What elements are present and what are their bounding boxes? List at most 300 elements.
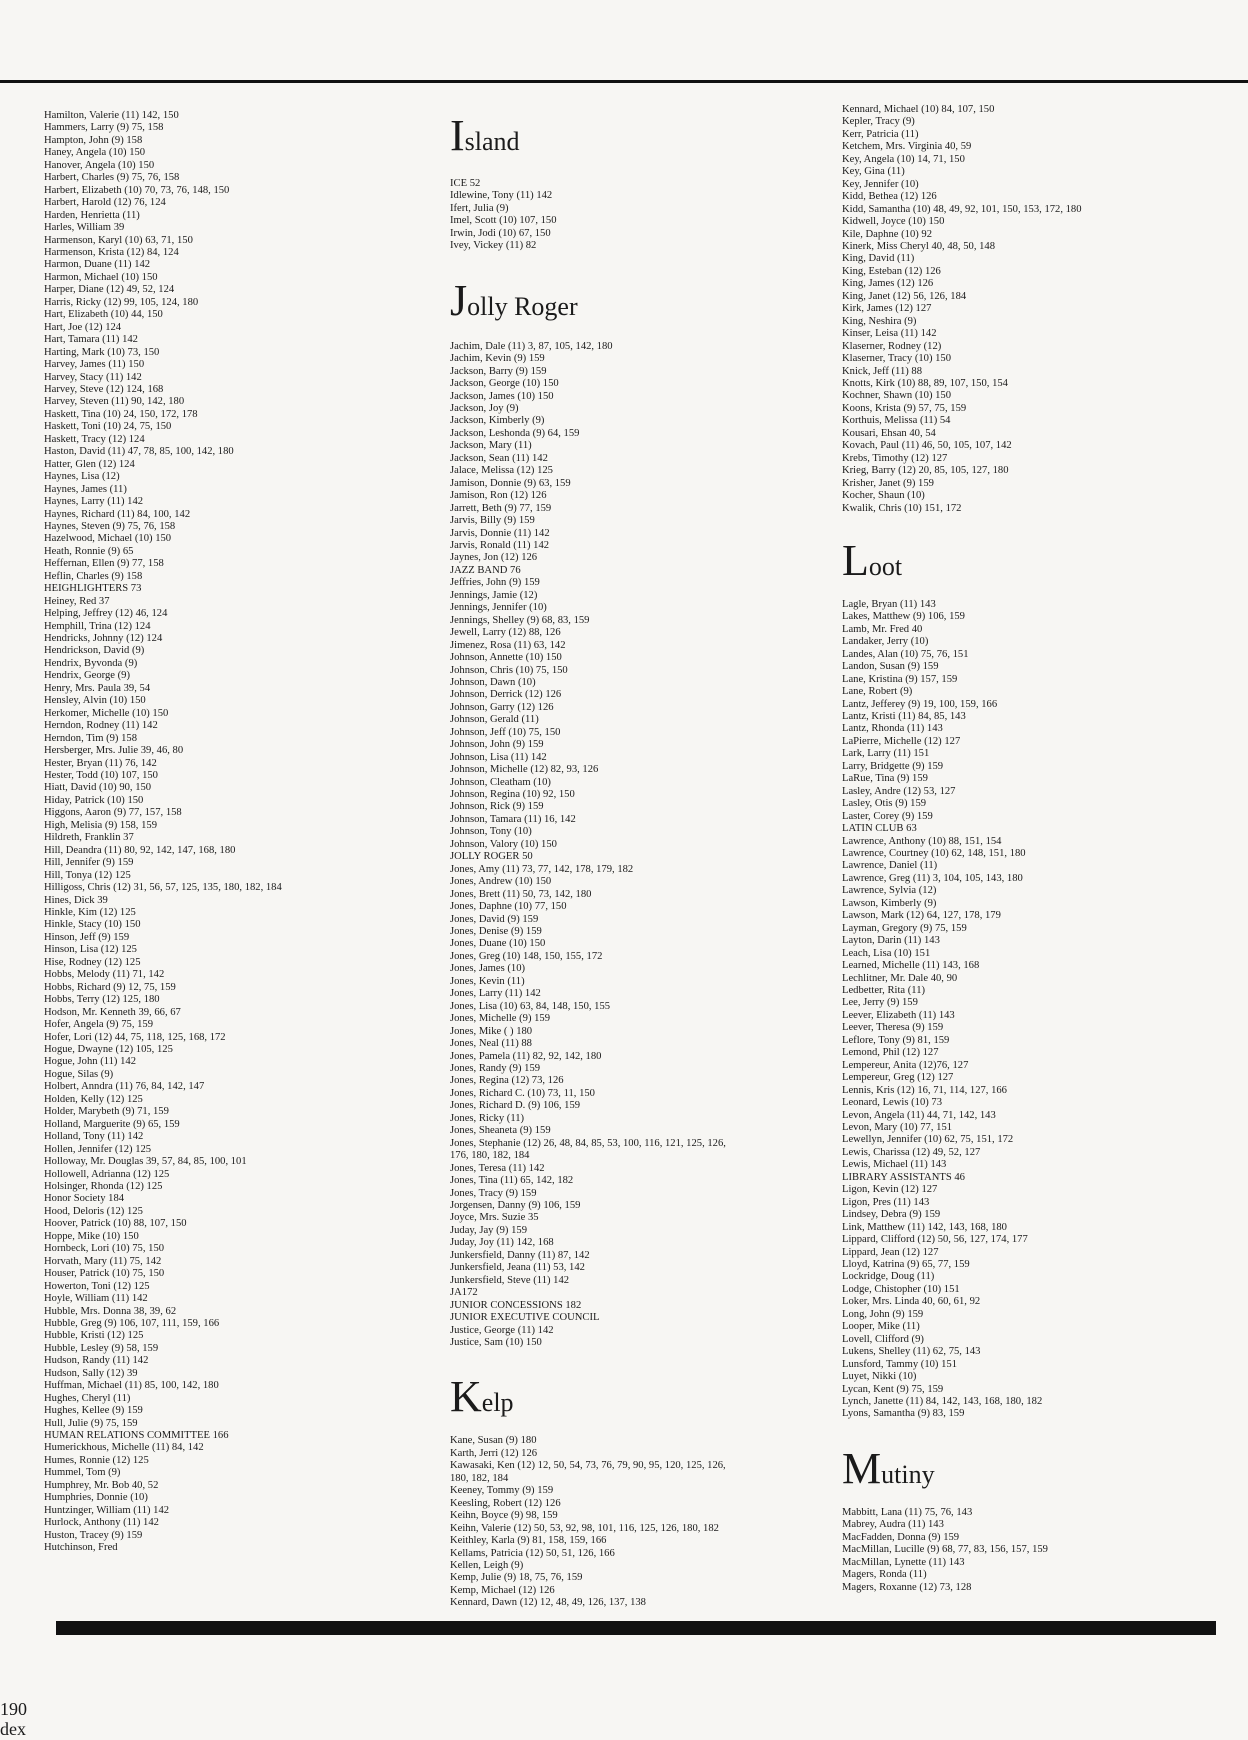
top-rule <box>0 80 1248 83</box>
index-entry: Kidd, Samantha (10) 48, 49, 92, 101, 150, 153, 172, 180 <box>842 203 1082 215</box>
section-title: elp <box>481 1388 514 1418</box>
index-entry: Hill, Tonya (12) 125 <box>44 869 131 881</box>
index-entry: Magers, Ronda (11) <box>842 1569 927 1581</box>
index-entry: Hampton, John (9) 158 <box>44 134 143 146</box>
index-entry: Hubble, Lesley (9) 58, 159 <box>44 1342 159 1354</box>
index-entry: Johnson, John (9) 159 <box>450 739 544 751</box>
index-entry: Hester, Todd (10) 107, 150 <box>44 770 158 782</box>
index-entry: Kwalik, Chris (10) 151, 172 <box>842 502 962 514</box>
index-entry: Lewis, Michael (11) 143 <box>842 1159 947 1171</box>
index-entry: Lawrence, Courtney (10) 62, 148, 151, 180 <box>842 848 1026 860</box>
index-column-2 <box>450 104 830 1610</box>
index-entry: Jones, Randy (9) 159 <box>450 1063 541 1074</box>
index-entry: Knick, Jeff (11) 88 <box>842 365 923 377</box>
index-entry: Hollen, Jennifer (12) 125 <box>44 1143 152 1155</box>
index-entry: Hoppe, Mike (10) 150 <box>44 1230 139 1242</box>
index-entry: King, David (11) <box>842 253 915 265</box>
index-entry: Jones, Duane (10) 150 <box>450 938 546 950</box>
index-entry: Idlewine, Tony (11) 142 <box>450 190 553 202</box>
index-entry: Juday, Joy (11) 142, 168 <box>450 1237 554 1249</box>
index-entry: Jones, Andrew (10) 150 <box>450 876 552 888</box>
index-entry: JAZZ BAND 76 <box>450 564 521 576</box>
index-entry: Hamilton, Valerie (11) 142, 150 <box>44 110 179 121</box>
index-entry: Heath, Ronnie (9) 65 <box>44 545 134 557</box>
index-entry: Junkersfield, Jeana (11) 53, 142 <box>450 1262 585 1274</box>
index-entry: Harden, Henrietta (11) <box>44 209 140 221</box>
index-entry: Kellams, Patricia (12) 50, 51, 126, 166 <box>450 1547 615 1559</box>
index-entry: Kidwell, Joyce (10) 150 <box>842 216 945 228</box>
index-entry: Jones, Pamela (11) 82, 92, 142, 180 <box>450 1050 602 1062</box>
index-entry: Hollowell, Adrianna (12) 125 <box>44 1168 170 1180</box>
index-entry: Jones, Ricky (11) <box>450 1112 525 1124</box>
index-entry: Howerton, Toni (12) 125 <box>44 1280 150 1292</box>
index-entry: Harvey, Steve (12) 124, 168 <box>44 383 164 395</box>
index-entry: Kane, Susan (9) 180 <box>450 1435 537 1447</box>
index-entry: Keithley, Karla (9) 81, 158, 159, 166 <box>450 1535 607 1547</box>
index-entry: Jackson, Leshonda (9) 64, 159 <box>450 427 580 439</box>
index-entry: Looper, Mike (11) <box>842 1321 920 1333</box>
index-entry: Johnson, Chris (10) 75, 150 <box>450 664 568 676</box>
index-entry: Jones, Regina (12) 73, 126 <box>450 1075 564 1087</box>
index-entry: Landaker, Jerry (10) <box>842 636 929 648</box>
index-entry: Herkomer, Michelle (10) 150 <box>44 707 169 719</box>
index-entry: Keeney, Tommy (9) 159 <box>450 1485 554 1497</box>
index-entry: Hendrickson, David (9) <box>44 645 145 657</box>
index-entry: Jalace, Melissa (12) 125 <box>450 465 553 477</box>
index-entry: Learned, Michelle (11) 143, 168 <box>842 960 980 972</box>
section-header-mutiny <box>842 1443 1172 1497</box>
index-entry: Lewis, Charissa (12) 49, 52, 127 <box>842 1146 981 1158</box>
index-entry: Hummel, Tom (9) <box>44 1467 121 1479</box>
index-entry: Jackson, George (10) 150 <box>450 378 559 390</box>
index-entry: Lippard, Jean (12) 127 <box>842 1246 939 1258</box>
index-entry: Hendrix, George (9) <box>44 670 130 682</box>
index-column-1 <box>44 110 374 1555</box>
index-entry: Ivey, Vickey (11) 82 <box>450 240 537 252</box>
index-entry: Klaserner, Rodney (12) <box>842 340 942 352</box>
index-entry: Heffernan, Ellen (9) 77, 158 <box>44 558 164 570</box>
index-entry: Hammers, Larry (9) 75, 158 <box>44 122 164 134</box>
index-entry: Hinson, Jeff (9) 159 <box>44 931 130 943</box>
index-entry: Harbert, Charles (9) 75, 76, 158 <box>44 172 180 184</box>
index-entry: Hart, Tamara (11) 142 <box>44 334 138 346</box>
index-entry: Kepler, Tracy (9) <box>842 116 915 128</box>
index-entry: Jarvis, Ronald (11) 142 <box>450 539 550 551</box>
index-entry: Hart, Elizabeth (10) 44, 150 <box>44 309 163 321</box>
index-entry: Holden, Kelly (12) 125 <box>44 1093 143 1105</box>
index-entry: Johnson, Dawn (10) <box>450 676 536 688</box>
index-entry: Layton, Darin (11) 143 <box>842 935 940 947</box>
index-entry: Hester, Bryan (11) 76, 142 <box>44 757 157 769</box>
index-entry: Harmon, Michael (10) 150 <box>44 271 158 283</box>
index-entry: Lagle, Bryan (11) 143 <box>842 598 936 610</box>
index-entry: MacMillan, Lucille (9) 68, 77, 83, 156, 157, 159 <box>842 1544 1048 1556</box>
index-entry: Lawson, Kimberly (9) <box>842 897 937 909</box>
index-entry: Krebs, Timothy (12) 127 <box>842 452 948 464</box>
index-entry: Key, Jennifer (10) <box>842 178 919 190</box>
section-title: olly Roger <box>467 291 578 321</box>
section-initial: K <box>450 1372 482 1422</box>
section-label: dex <box>0 1719 26 1739</box>
index-entry: Johnson, Lisa (11) 142 <box>450 751 547 763</box>
index-entry: Johnson, Valory (10) 150 <box>450 838 557 850</box>
index-entry: Lennis, Kris (12) 16, 71, 114, 127, 166 <box>842 1084 1007 1096</box>
index-entry: Leever, Elizabeth (11) 143 <box>842 1009 955 1021</box>
index-entry: JUNIOR EXECUTIVE COUNCIL <box>450 1312 600 1324</box>
index-entry: Johnson, Gerald (11) <box>450 714 539 726</box>
index-entry: Kinerk, Miss Cheryl 40, 48, 50, 148 <box>842 240 996 252</box>
index-entry: Haskett, Tina (10) 24, 150, 172, 178 <box>44 408 198 420</box>
index-entry: Hines, Dick 39 <box>44 894 108 906</box>
index-entry: Hazelwood, Michael (10) 150 <box>44 533 172 545</box>
index-entry: Link, Matthew (11) 142, 143, 168, 180 <box>842 1221 1007 1233</box>
index-entry: Hudson, Sally (12) 39 <box>44 1367 138 1379</box>
index-entry: Kellen, Leigh (9) <box>450 1559 524 1571</box>
index-entry: LATIN CLUB 63 <box>842 823 917 835</box>
index-entry: Johnson, Tony (10) <box>450 826 532 838</box>
index-entry: Jackson, Mary (11) <box>450 440 532 452</box>
index-entry: Jones, Mike ( ) 180 <box>450 1025 533 1037</box>
page-footer <box>0 1699 27 1739</box>
index-entry: Jones, Richard C. (10) 73, 11, 150 <box>450 1087 595 1099</box>
index-entry: Leever, Theresa (9) 159 <box>842 1022 944 1034</box>
index-entry: Jones, Greg (10) 148, 150, 155, 172 <box>450 950 603 962</box>
index-entry: 180, 182, 184 <box>450 1472 509 1484</box>
index-entry: Justice, George (11) 142 <box>450 1324 554 1336</box>
index-entry: Hise, Rodney (12) 125 <box>44 956 141 968</box>
index-entry: Key, Angela (10) 14, 71, 150 <box>842 153 965 165</box>
index-entry: Haskett, Toni (10) 24, 75, 150 <box>44 421 172 433</box>
index-entry: Ifert, Julia (9) <box>450 202 509 214</box>
index-entry: JUNIOR CONCESSIONS 182 <box>450 1299 582 1311</box>
index-entry: Luyet, Nikki (10) <box>842 1371 917 1383</box>
index-entry: Harmon, Duane (11) 142 <box>44 259 151 271</box>
index-entry: Harvey, Stacy (11) 142 <box>44 371 142 383</box>
index-entry: Harper, Diane (12) 49, 52, 124 <box>44 284 175 296</box>
index-entry: Houser, Patrick (10) 75, 150 <box>44 1268 165 1280</box>
index-entry: Jones, James (10) <box>450 963 526 975</box>
section-initial: I <box>450 111 465 160</box>
index-entry: Lantz, Rhonda (11) 143 <box>842 723 943 735</box>
index-entry: Lasley, Andre (12) 53, 127 <box>842 785 956 797</box>
index-entry: Higgons, Aaron (9) 77, 157, 158 <box>44 807 182 819</box>
index-entry: Hofer, Lori (12) 44, 75, 118, 125, 168, 172 <box>44 1031 226 1043</box>
index-entry: Hoover, Patrick (10) 88, 107, 150 <box>44 1218 187 1230</box>
index-entry: Hodson, Mr. Kenneth 39, 66, 67 <box>44 1006 181 1018</box>
index-entry: Kidd, Bethea (12) 126 <box>842 191 937 203</box>
index-entry: Hurlock, Anthony (11) 142 <box>44 1517 159 1529</box>
index-entry: Ligon, Kevin (12) 127 <box>842 1184 938 1196</box>
index-entry: Hinkle, Stacy (10) 150 <box>44 919 141 931</box>
bottom-rule <box>56 1621 1216 1635</box>
index-entry: Joyce, Mrs. Suzie 35 <box>450 1212 539 1224</box>
index-entry: Harmenson, Karyl (10) 63, 71, 150 <box>44 234 193 246</box>
index-entry: Long, John (9) 159 <box>842 1308 924 1320</box>
index-entry: Haston, David (11) 47, 78, 85, 100, 142, 180 <box>44 446 234 458</box>
index-entry: Lukens, Shelley (11) 62, 75, 143 <box>842 1346 981 1358</box>
index-entry: Hiatt, David (10) 90, 150 <box>44 782 152 794</box>
index-entry: Jennings, Shelley (9) 68, 83, 159 <box>450 614 590 626</box>
index-entry: Mabrey, Audra (11) 143 <box>842 1519 944 1531</box>
index-entry: Hutchinson, Fred <box>44 1542 118 1554</box>
index-entry: Jamison, Donnie (9) 63, 159 <box>450 477 571 489</box>
section-loot-entries <box>842 599 1172 1421</box>
index-entry: Humphries, Donnie (10) <box>44 1492 148 1504</box>
index-entry: Lynch, Janette (11) 84, 142, 143, 168, 180, 182 <box>842 1395 1043 1407</box>
index-entry: Kousari, Ehsan 40, 54 <box>842 427 936 439</box>
index-entry: Haynes, Steven (9) 75, 76, 158 <box>44 520 176 532</box>
index-entry: Krieg, Barry (12) 20, 85, 105, 127, 180 <box>842 465 1009 477</box>
index-entry: Henry, Mrs. Paula 39, 54 <box>44 682 151 694</box>
index-entry: Horvath, Mary (11) 75, 142 <box>44 1255 162 1267</box>
index-entry: Jones, Stephanie (12) 26, 48, 84, 85, 53, 100, 116, 121, 125, 126, <box>450 1137 726 1149</box>
index-entry: Haynes, James (11) <box>44 483 127 495</box>
index-entry: Larry, Bridgette (9) 159 <box>842 760 944 772</box>
index-entry: Hughes, Cheryl (11) <box>44 1392 131 1404</box>
index-entry: Harmenson, Krista (12) 84, 124 <box>44 246 179 258</box>
index-entry: Humerickhous, Michelle (11) 84, 142 <box>44 1442 204 1454</box>
index-entry: Johnson, Cleatham (10) <box>450 776 551 788</box>
index-entry: Karth, Jerri (12) 126 <box>450 1447 538 1459</box>
index-entry: Hanover, Angela (10) 150 <box>44 159 155 171</box>
index-entry: Laster, Corey (9) 159 <box>842 810 933 822</box>
index-entry: Johnson, Garry (12) 126 <box>450 701 554 713</box>
index-entry: Holder, Marybeth (9) 71, 159 <box>44 1106 169 1118</box>
index-entry: Kocher, Shaun (10) <box>842 490 925 502</box>
index-entry: Holbert, Anndra (11) 76, 84, 142, 147 <box>44 1081 205 1093</box>
index-entry: Johnson, Rick (9) 159 <box>450 801 544 813</box>
index-entry: Hobbs, Melody (11) 71, 142 <box>44 969 165 981</box>
index-entry: Jewell, Larry (12) 88, 126 <box>450 627 561 639</box>
index-entry: High, Melisia (9) 158, 159 <box>44 819 157 831</box>
index-entry: Holland, Marguerite (9) 65, 159 <box>44 1118 180 1130</box>
section-header-kelp <box>450 1372 830 1425</box>
index-entry: Hubble, Greg (9) 106, 107, 111, 159, 166 <box>44 1317 220 1329</box>
index-entry: Hudson, Randy (11) 142 <box>44 1355 149 1367</box>
index-entry: Harbert, Harold (12) 76, 124 <box>44 197 166 209</box>
index-entry: Levon, Angela (11) 44, 71, 142, 143 <box>842 1109 996 1121</box>
index-entry: Irwin, Jodi (10) 67, 150 <box>450 227 551 239</box>
index-entry: Lawrence, Daniel (11) <box>842 860 938 872</box>
index-entry: Jones, Michelle (9) 159 <box>450 1013 551 1025</box>
index-entry: Johnson, Tamara (11) 16, 142 <box>450 813 576 825</box>
index-entry: Hill, Jennifer (9) 159 <box>44 857 134 869</box>
section-kelp-entries <box>450 1435 830 1609</box>
index-entry: Lempereur, Anita (12)76, 127 <box>842 1059 969 1071</box>
index-entry: Jeffries, John (9) 159 <box>450 577 540 589</box>
section-initial: J <box>450 275 468 325</box>
index-entry: Jorgensen, Danny (9) 106, 159 <box>450 1199 581 1211</box>
index-entry: Key, Gina (11) <box>842 166 905 178</box>
index-entry: Layman, Gregory (9) 75, 159 <box>842 922 967 934</box>
index-entry: Lawrence, Anthony (10) 88, 151, 154 <box>842 835 1002 847</box>
section-title: oot <box>868 551 903 581</box>
index-entry: JOLLY ROGER 50 <box>450 851 533 863</box>
index-entry: Jones, Tracy (9) 159 <box>450 1187 537 1199</box>
index-entry: Hatter, Glen (12) 124 <box>44 458 135 470</box>
index-entry: Krisher, Janet (9) 159 <box>842 477 934 489</box>
index-entry: Loker, Mrs. Linda 40, 60, 61, 92 <box>842 1296 981 1308</box>
index-entry: Levon, Mary (10) 77, 151 <box>842 1121 953 1133</box>
index-entry: Lantz, Kristi (11) 84, 85, 143 <box>842 711 966 723</box>
index-entry: Johnson, Regina (10) 92, 150 <box>450 789 575 801</box>
index-entry: Jones, Brett (11) 50, 73, 142, 180 <box>450 888 592 900</box>
index-entry: Jamison, Ron (12) 126 <box>450 490 547 502</box>
index-entry: Jackson, Kimberly (9) <box>450 415 545 427</box>
index-entry: Harris, Ricky (12) 99, 105, 124, 180 <box>44 296 199 308</box>
index-column-3 <box>842 104 1172 1594</box>
index-entry: Kennard, Michael (10) 84, 107, 150 <box>842 104 995 115</box>
index-entry: Humes, Ronnie (12) 125 <box>44 1454 149 1466</box>
index-entry: Kerr, Patricia (11) <box>842 128 919 140</box>
index-entry: Johnson, Annette (10) 150 <box>450 652 562 664</box>
section-title: utiny <box>881 1459 935 1489</box>
index-entry: Lewellyn, Jennifer (10) 62, 75, 151, 172 <box>842 1134 1014 1146</box>
index-entry: Haskett, Tracy (12) 124 <box>44 433 145 445</box>
index-entry: Helping, Jeffrey (12) 46, 124 <box>44 608 168 620</box>
index-entry: Johnson, Derrick (12) 126 <box>450 689 562 701</box>
index-entry: HEIGHLIGHTERS 73 <box>44 583 142 595</box>
index-entry: Landon, Susan (9) 159 <box>842 661 939 673</box>
index-entry: Jones, Tina (11) 65, 142, 182 <box>450 1175 574 1187</box>
index-entry: Heiney, Red 37 <box>44 595 110 607</box>
index-entry: Jones, Teresa (11) 142 <box>450 1162 545 1174</box>
index-entry: LaRue, Tina (9) 159 <box>842 773 928 785</box>
index-entry: Knotts, Kirk (10) 88, 89, 107, 150, 154 <box>842 377 1008 389</box>
index-entry: Jimenez, Rosa (11) 63, 142 <box>450 639 566 651</box>
index-entry: Hubble, Mrs. Donna 38, 39, 62 <box>44 1305 177 1317</box>
index-entry: Lemond, Phil (12) 127 <box>842 1047 939 1059</box>
index-entry: Hubble, Kristi (12) 125 <box>44 1330 144 1342</box>
index-entry: 176, 180, 182, 184 <box>450 1150 530 1162</box>
index-entry: Hiday, Patrick (10) 150 <box>44 794 144 806</box>
index-entry: Johnson, Jeff (10) 75, 150 <box>450 726 561 738</box>
index-entry: Haney, Angela (10) 150 <box>44 147 146 159</box>
index-entry: Heflin, Charles (9) 158 <box>44 570 143 582</box>
index-entry: Imel, Scott (10) 107, 150 <box>450 215 557 227</box>
index-entry: Lockridge, Doug (11) <box>842 1271 935 1283</box>
index-entry: Leonard, Lewis (10) 73 <box>842 1097 943 1109</box>
index-entry: Harvey, Steven (11) 90, 142, 180 <box>44 396 185 408</box>
index-entry: Hobbs, Terry (12) 125, 180 <box>44 994 160 1006</box>
index-entry: Keihn, Valerie (12) 50, 53, 92, 98, 101, 116, 125, 126, 180, 182 <box>450 1522 719 1534</box>
index-entry: LaPierre, Michelle (12) 127 <box>842 735 961 747</box>
index-entry: Hobbs, Richard (9) 12, 75, 159 <box>44 981 176 993</box>
index-entry: Klaserner, Tracy (10) 150 <box>842 353 952 365</box>
index-entry: Hogue, Silas (9) <box>44 1068 114 1080</box>
index-entry: Magers, Roxanne (12) 73, 128 <box>842 1581 972 1593</box>
index-entry: Lippard, Clifford (12) 50, 56, 127, 174, 177 <box>842 1234 1028 1246</box>
index-entry: Holsinger, Rhonda (12) 125 <box>44 1180 163 1192</box>
index-entry: Lawrence, Sylvia (12) <box>842 885 937 897</box>
index-entry: King, Esteban (12) 126 <box>842 265 941 277</box>
index-entry: Hensley, Alvin (10) 150 <box>44 695 146 707</box>
index-entry: Harbert, Elizabeth (10) 70, 73, 76, 148, 150 <box>44 184 230 196</box>
index-entry: Kovach, Paul (11) 46, 50, 105, 107, 142 <box>842 440 1012 452</box>
index-entry: Hughes, Kellee (9) 159 <box>44 1405 143 1417</box>
index-entry: Mabbitt, Lana (11) 75, 76, 143 <box>842 1506 973 1518</box>
index-entry: Hinson, Lisa (12) 125 <box>44 944 137 956</box>
index-entry: Kawasaki, Ken (12) 12, 50, 54, 73, 76, 79, 90, 95, 120, 125, 126, <box>450 1460 726 1472</box>
index-entry: Huntzinger, William (11) 142 <box>44 1504 170 1516</box>
index-entry: Lindsey, Debra (9) 159 <box>842 1209 941 1221</box>
index-entry: Kinser, Leisa (11) 142 <box>842 328 937 340</box>
index-entry: Jachim, Kevin (9) 159 <box>450 353 545 365</box>
section-k-continued-entries <box>842 104 1172 515</box>
index-entry: Keihn, Boyce (9) 98, 159 <box>450 1510 558 1522</box>
index-entry: Jones, Lisa (10) 63, 84, 148, 150, 155 <box>450 1000 611 1012</box>
section-title: sland <box>464 127 520 156</box>
index-entry: Lawson, Mark (12) 64, 127, 178, 179 <box>842 910 1001 922</box>
index-entry: Lyons, Samantha (9) 83, 159 <box>842 1408 965 1420</box>
index-entry: Lawrence, Greg (11) 3, 104, 105, 143, 180 <box>842 872 1023 884</box>
index-entry: King, Neshira (9) <box>842 315 917 327</box>
index-entry: Haynes, Richard (11) 84, 100, 142 <box>44 508 191 520</box>
index-entry: Hornbeck, Lori (10) 75, 150 <box>44 1243 165 1255</box>
index-entry: Jones, Kevin (11) <box>450 975 525 987</box>
index-entry: Hersberger, Mrs. Julie 39, 46, 80 <box>44 745 184 757</box>
index-entry: Johnson, Michelle (12) 82, 93, 126 <box>450 764 599 776</box>
section-initial: L <box>842 535 869 585</box>
index-entry: King, James (12) 126 <box>842 278 934 290</box>
index-entry: Keesling, Robert (12) 126 <box>450 1497 561 1509</box>
index-entry: Lasley, Otis (9) 159 <box>842 798 927 810</box>
index-entry: King, Janet (12) 56, 126, 184 <box>842 290 967 302</box>
section-header-island <box>450 111 830 164</box>
index-entry: Jarvis, Donnie (11) 142 <box>450 527 550 539</box>
index-entry: Lantz, Jefferey (9) 19, 100, 159, 166 <box>842 698 998 710</box>
index-entry: Hood, Deloris (12) 125 <box>44 1205 143 1217</box>
index-entry: Jennings, Jennifer (10) <box>450 602 547 614</box>
index-entry: Justice, Sam (10) 150 <box>450 1336 542 1348</box>
index-entry: Leflore, Tony (9) 81, 159 <box>842 1034 950 1046</box>
index-entry: Lechlitner, Mr. Dale 40, 90 <box>842 972 958 984</box>
index-entry: MacMillan, Lynette (11) 143 <box>842 1556 965 1568</box>
index-entry: Holloway, Mr. Douglas 39, 57, 84, 85, 100, 101 <box>44 1156 247 1168</box>
index-entry: Harles, William 39 <box>44 222 125 234</box>
index-entry: Lee, Jerry (9) 159 <box>842 997 918 1009</box>
index-entry: Landes, Alan (10) 75, 76, 151 <box>842 648 969 660</box>
index-entry: Lamb, Mr. Fred 40 <box>842 623 923 635</box>
index-entry: LIBRARY ASSISTANTS 46 <box>842 1171 965 1183</box>
section-mutiny-entries <box>842 1507 1172 1594</box>
index-entry: Jennings, Jamie (12) <box>450 589 538 601</box>
index-entry: Lunsford, Tammy (10) 151 <box>842 1358 957 1370</box>
index-entry: Ketchem, Mrs. Virginia 40, 59 <box>842 141 972 153</box>
index-entry: Kochner, Shawn (10) 150 <box>842 390 952 402</box>
index-entry: Haynes, Larry (11) 142 <box>44 496 144 508</box>
index-entry: Jones, Larry (11) 142 <box>450 988 541 1000</box>
index-entry: Jones, Sheaneta (9) 159 <box>450 1125 551 1137</box>
index-entry: Koons, Krista (9) 57, 75, 159 <box>842 402 967 414</box>
index-entry: JA172 <box>450 1287 478 1299</box>
index-entry: Humphrey, Mr. Bob 40, 52 <box>44 1479 159 1491</box>
section-jolly-entries <box>450 341 830 1350</box>
index-entry: Huston, Tracey (9) 159 <box>44 1529 143 1541</box>
index-entry: Jones, Amy (11) 73, 77, 142, 178, 179, 182 <box>450 863 634 875</box>
index-entry: Haynes, Lisa (12) <box>44 471 120 483</box>
index-entry: Kile, Daphne (10) 92 <box>842 228 933 240</box>
index-entry: Lakes, Matthew (9) 106, 159 <box>842 611 965 623</box>
index-entry: Jackson, Barry (9) 159 <box>450 365 547 377</box>
index-entry: MacFadden, Donna (9) 159 <box>842 1531 960 1543</box>
index-entry: Lloyd, Katrina (9) 65, 77, 159 <box>842 1258 970 1270</box>
index-entry: Kennard, Dawn (12) 12, 48, 49, 126, 137, 138 <box>450 1597 646 1609</box>
index-entry: Juday, Jay (9) 159 <box>450 1224 527 1236</box>
index-entry: Jones, David (9) 159 <box>450 913 539 925</box>
index-entry: Holland, Tony (11) 142 <box>44 1131 144 1143</box>
index-entry: Jachim, Dale (11) 3, 87, 105, 142, 180 <box>450 340 613 352</box>
